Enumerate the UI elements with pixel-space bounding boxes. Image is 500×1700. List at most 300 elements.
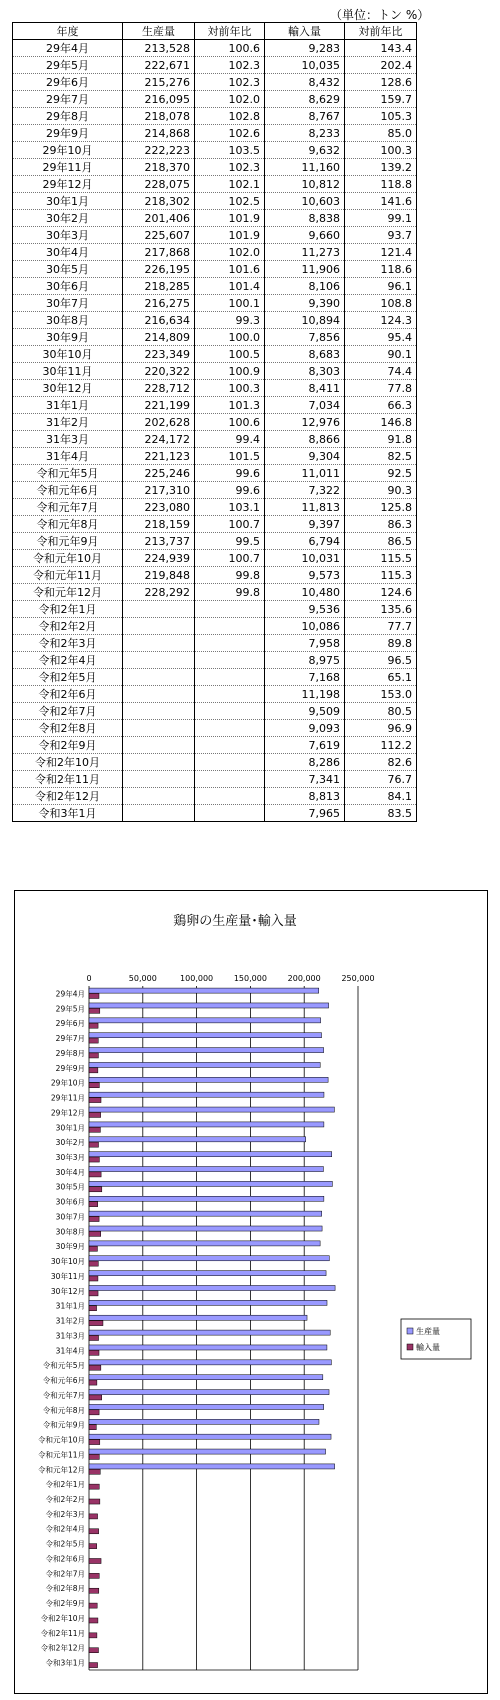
cell-production-yoy: 102.6 — [195, 125, 265, 142]
bar-import — [89, 1469, 100, 1474]
cell-production — [123, 601, 195, 618]
cell-import: 11,906 — [265, 261, 345, 278]
bar-import — [89, 1499, 100, 1504]
category-label: 令和2年2月 — [45, 1495, 85, 1504]
cell-import: 9,573 — [265, 567, 345, 584]
bar-import — [89, 1127, 100, 1132]
cell-period: 令和2年7月 — [13, 703, 123, 720]
header-production: 生産量 — [123, 23, 195, 40]
cell-period: 30年4月 — [13, 244, 123, 261]
bar-import — [89, 1365, 101, 1370]
table-row — [13, 669, 417, 686]
category-label: 30年8月 — [55, 1227, 85, 1237]
table-body — [13, 40, 417, 822]
table-row — [13, 363, 417, 380]
bar-production — [89, 1300, 327, 1305]
cell-import: 8,286 — [265, 754, 345, 771]
cell-production: 216,634 — [123, 312, 195, 329]
category-label: 31年1月 — [55, 1301, 85, 1311]
cell-import: 11,011 — [265, 465, 345, 482]
bar-import — [89, 1454, 99, 1459]
cell-import-yoy: 74.4 — [345, 363, 417, 380]
cell-import: 8,813 — [265, 788, 345, 805]
cell-import-yoy: 85.0 — [345, 125, 417, 142]
cell-import-yoy: 115.3 — [345, 567, 417, 584]
cell-import-yoy: 115.5 — [345, 550, 417, 567]
table-row — [13, 108, 417, 125]
bar-production — [89, 1419, 319, 1424]
cell-import: 7,856 — [265, 329, 345, 346]
cell-production: 214,868 — [123, 125, 195, 142]
bar-import — [89, 1172, 101, 1177]
cell-period: 令和元年9月 — [13, 533, 123, 550]
bar-import — [89, 1202, 98, 1207]
cell-import: 10,031 — [265, 550, 345, 567]
cell-import-yoy: 105.3 — [345, 108, 417, 125]
bar-production — [89, 1464, 335, 1469]
bar-import — [89, 1395, 102, 1400]
cell-import: 8,411 — [265, 380, 345, 397]
bar-production — [89, 1330, 330, 1335]
cell-production — [123, 788, 195, 805]
bar-production — [89, 1449, 326, 1454]
table-row — [13, 601, 417, 618]
category-label: 令和元年10月 — [37, 1435, 85, 1445]
cell-production-yoy: 99.6 — [195, 465, 265, 482]
cell-production-yoy — [195, 669, 265, 686]
bar-import — [89, 1216, 99, 1221]
table-row — [13, 295, 417, 312]
cell-import-yoy: 121.4 — [345, 244, 417, 261]
cell-import-yoy: 96.5 — [345, 652, 417, 669]
cell-production: 224,172 — [123, 431, 195, 448]
cell-period: 令和2年12月 — [13, 788, 123, 805]
cell-import: 10,894 — [265, 312, 345, 329]
bar-import — [89, 1410, 99, 1415]
category-label: 令和2年10月 — [40, 1613, 85, 1623]
bar-production — [89, 1077, 328, 1082]
table-row — [13, 584, 417, 601]
table-row — [13, 448, 417, 465]
cell-import-yoy: 124.6 — [345, 584, 417, 601]
bar-production — [89, 1256, 329, 1261]
cell-production-yoy: 102.1 — [195, 176, 265, 193]
cell-production: 221,123 — [123, 448, 195, 465]
cell-import-yoy: 124.3 — [345, 312, 417, 329]
table-row — [13, 278, 417, 295]
cell-import: 10,480 — [265, 584, 345, 601]
cell-import-yoy: 65.1 — [345, 669, 417, 686]
table-row — [13, 397, 417, 414]
cell-period: 29年5月 — [13, 57, 123, 74]
bar-import — [89, 1573, 99, 1578]
cell-period: 30年9月 — [13, 329, 123, 346]
bar-import — [89, 1425, 96, 1430]
bar-import — [89, 1514, 98, 1519]
cell-production-yoy — [195, 652, 265, 669]
cell-production: 223,349 — [123, 346, 195, 363]
cell-production-yoy: 102.3 — [195, 159, 265, 176]
cell-period: 30年1月 — [13, 193, 123, 210]
table-row — [13, 125, 417, 142]
cell-production-yoy: 101.5 — [195, 448, 265, 465]
category-label: 30年6月 — [55, 1197, 85, 1207]
table-row — [13, 346, 417, 363]
x-tick-label: 250,000 — [341, 974, 375, 983]
cell-production: 218,159 — [123, 516, 195, 533]
cell-production-yoy: 100.0 — [195, 329, 265, 346]
cell-production-yoy: 100.6 — [195, 40, 265, 57]
bar-production — [89, 1107, 334, 1112]
cell-import: 7,322 — [265, 482, 345, 499]
bar-production — [89, 1033, 322, 1038]
bar-production — [89, 1018, 321, 1023]
category-label: 29年12月 — [50, 1108, 85, 1118]
cell-period: 令和2年6月 — [13, 686, 123, 703]
cell-production: 202,628 — [123, 414, 195, 431]
cell-import: 7,341 — [265, 771, 345, 788]
cell-import-yoy: 76.7 — [345, 771, 417, 788]
table-row — [13, 516, 417, 533]
cell-import-yoy: 96.9 — [345, 720, 417, 737]
cell-production-yoy: 99.4 — [195, 431, 265, 448]
chart-frame — [14, 890, 488, 1694]
bar-import — [89, 1142, 99, 1147]
cell-period: 令和2年5月 — [13, 669, 123, 686]
cell-period: 令和元年8月 — [13, 516, 123, 533]
table-row — [13, 40, 417, 57]
category-label: 令和元年6月 — [42, 1376, 85, 1386]
bar-production — [89, 1152, 332, 1157]
cell-import-yoy: 66.3 — [345, 397, 417, 414]
cell-production: 224,939 — [123, 550, 195, 567]
table-row — [13, 210, 417, 227]
cell-production-yoy — [195, 618, 265, 635]
cell-period: 30年3月 — [13, 227, 123, 244]
category-label: 令和元年7月 — [42, 1390, 85, 1400]
cell-production: 213,737 — [123, 533, 195, 550]
table-header-row — [13, 23, 417, 40]
cell-import-yoy: 90.3 — [345, 482, 417, 499]
table-row — [13, 431, 417, 448]
bar-import — [89, 1633, 97, 1638]
cell-period: 31年2月 — [13, 414, 123, 431]
cell-import: 8,767 — [265, 108, 345, 125]
category-labels — [38, 988, 85, 1667]
cell-import: 7,168 — [265, 669, 345, 686]
cell-period: 令和元年7月 — [13, 499, 123, 516]
cell-production — [123, 771, 195, 788]
cell-import: 11,273 — [265, 244, 345, 261]
bar-import — [89, 1544, 97, 1549]
cell-import-yoy: 89.8 — [345, 635, 417, 652]
bar-import — [89, 1484, 99, 1489]
bar-import — [89, 1588, 99, 1593]
table-row — [13, 499, 417, 516]
cell-import-yoy: 202.4 — [345, 57, 417, 74]
cell-import: 9,632 — [265, 142, 345, 159]
cell-production-yoy: 100.1 — [195, 295, 265, 312]
bar-production — [89, 1092, 324, 1097]
cell-production-yoy: 101.3 — [195, 397, 265, 414]
table-row — [13, 159, 417, 176]
cell-production: 220,322 — [123, 363, 195, 380]
cell-import-yoy: 96.1 — [345, 278, 417, 295]
bar-production — [89, 1122, 324, 1127]
bar-import — [89, 1231, 101, 1236]
bar-production — [89, 1315, 307, 1320]
category-label: 30年10月 — [50, 1257, 85, 1267]
cell-import: 11,813 — [265, 499, 345, 516]
bar-production — [89, 1285, 335, 1290]
cell-production: 218,302 — [123, 193, 195, 210]
cell-period: 31年3月 — [13, 431, 123, 448]
cell-import: 8,106 — [265, 278, 345, 295]
cell-import-yoy: 112.2 — [345, 737, 417, 754]
cell-production-yoy: 101.6 — [195, 261, 265, 278]
cell-production-yoy: 102.8 — [195, 108, 265, 125]
bar-production — [89, 1003, 329, 1008]
header-import: 輸入量 — [265, 23, 345, 40]
cell-import: 9,283 — [265, 40, 345, 57]
bar-import — [89, 1187, 102, 1192]
bar-import — [89, 1053, 98, 1058]
cell-production-yoy — [195, 788, 265, 805]
cell-import-yoy: 100.3 — [345, 142, 417, 159]
cell-import-yoy: 118.8 — [345, 176, 417, 193]
table-row — [13, 142, 417, 159]
cell-period: 29年12月 — [13, 176, 123, 193]
bar-import — [89, 993, 99, 998]
cell-period: 令和2年10月 — [13, 754, 123, 771]
category-label: 30年2月 — [55, 1138, 85, 1148]
legend — [401, 1319, 471, 1359]
table-row — [13, 57, 417, 74]
cell-import: 8,975 — [265, 652, 345, 669]
bar-production — [89, 1375, 323, 1380]
category-label: 令和元年8月 — [42, 1405, 85, 1415]
category-label: 30年11月 — [50, 1271, 85, 1281]
cell-production-yoy: 100.6 — [195, 414, 265, 431]
cell-period: 29年4月 — [13, 40, 123, 57]
x-tick-label: 0 — [86, 974, 92, 983]
table-row — [13, 618, 417, 635]
cell-period: 令和2年4月 — [13, 652, 123, 669]
bar-import — [89, 1098, 101, 1103]
cell-import: 10,603 — [265, 193, 345, 210]
cell-import-yoy: 86.3 — [345, 516, 417, 533]
cell-production — [123, 754, 195, 771]
category-label: 29年11月 — [50, 1093, 85, 1103]
cell-import-yoy: 77.7 — [345, 618, 417, 635]
category-label: 令和2年4月 — [45, 1524, 85, 1534]
cell-production-yoy: 103.1 — [195, 499, 265, 516]
cell-period: 令和元年6月 — [13, 482, 123, 499]
category-label: 令和2年5月 — [45, 1539, 85, 1549]
table-row — [13, 312, 417, 329]
category-label: 令和2年12月 — [40, 1643, 85, 1653]
table-row — [13, 635, 417, 652]
cell-import-yoy: 82.5 — [345, 448, 417, 465]
cell-import: 7,034 — [265, 397, 345, 414]
table-row — [13, 329, 417, 346]
bar-import — [89, 1038, 98, 1043]
cell-import: 9,509 — [265, 703, 345, 720]
bar-production — [89, 988, 319, 993]
cell-period: 令和2年2月 — [13, 618, 123, 635]
cell-production: 219,848 — [123, 567, 195, 584]
cell-production: 225,246 — [123, 465, 195, 482]
bar-production — [89, 1226, 322, 1231]
table-row — [13, 74, 417, 91]
cell-production-yoy: 102.0 — [195, 91, 265, 108]
cell-import: 8,432 — [265, 74, 345, 91]
bar-import — [89, 1291, 98, 1296]
cell-import-yoy: 90.1 — [345, 346, 417, 363]
cell-import: 8,303 — [265, 363, 345, 380]
category-label: 令和2年9月 — [45, 1599, 85, 1609]
category-label: 29年9月 — [55, 1063, 85, 1073]
cell-import-yoy: 93.7 — [345, 227, 417, 244]
cell-production-yoy: 100.9 — [195, 363, 265, 380]
category-label: 令和2年11月 — [40, 1628, 85, 1638]
cell-period: 30年6月 — [13, 278, 123, 295]
bar-production — [89, 1167, 323, 1172]
bar-import — [89, 1558, 101, 1563]
cell-import: 9,304 — [265, 448, 345, 465]
cell-production-yoy: 102.3 — [195, 74, 265, 91]
cell-production-yoy: 102.3 — [195, 57, 265, 74]
cell-production: 217,310 — [123, 482, 195, 499]
cell-import-yoy: 92.5 — [345, 465, 417, 482]
cell-period: 29年9月 — [13, 125, 123, 142]
bar-production — [89, 1137, 306, 1142]
cell-period: 30年5月 — [13, 261, 123, 278]
cell-import-yoy: 153.0 — [345, 686, 417, 703]
header-import-yoy: 対前年比 — [345, 23, 417, 40]
bar-import — [89, 1440, 100, 1445]
cell-production — [123, 669, 195, 686]
cell-import: 6,794 — [265, 533, 345, 550]
table-row — [13, 788, 417, 805]
category-label: 30年9月 — [55, 1242, 85, 1252]
cell-import: 7,965 — [265, 805, 345, 822]
cell-production-yoy — [195, 720, 265, 737]
cell-production — [123, 805, 195, 822]
table-row — [13, 550, 417, 567]
cell-import-yoy: 77.8 — [345, 380, 417, 397]
bar-import — [89, 1276, 98, 1281]
cell-period: 30年11月 — [13, 363, 123, 380]
cell-import: 8,838 — [265, 210, 345, 227]
table-row — [13, 720, 417, 737]
cell-period: 31年4月 — [13, 448, 123, 465]
cell-import: 9,536 — [265, 601, 345, 618]
cell-production — [123, 703, 195, 720]
x-tick-label: 50,000 — [128, 974, 157, 983]
cell-production-yoy: 102.0 — [195, 244, 265, 261]
unit-label: （単位：トン %） — [330, 8, 430, 22]
category-label: 30年1月 — [55, 1123, 85, 1133]
legend-box — [401, 1319, 471, 1359]
bar-import — [89, 1157, 99, 1162]
category-label: 29年5月 — [55, 1004, 85, 1014]
cell-period: 令和2年9月 — [13, 737, 123, 754]
cell-production-yoy: 101.4 — [195, 278, 265, 295]
cell-production: 214,809 — [123, 329, 195, 346]
cell-period: 令和3年1月 — [13, 805, 123, 822]
table-row — [13, 805, 417, 822]
cell-import-yoy: 139.2 — [345, 159, 417, 176]
category-label: 令和2年8月 — [45, 1584, 85, 1594]
cell-import: 8,233 — [265, 125, 345, 142]
header-production-yoy: 対前年比 — [195, 23, 265, 40]
cell-import-yoy: 135.6 — [345, 601, 417, 618]
table-row — [13, 771, 417, 788]
cell-production: 216,095 — [123, 91, 195, 108]
cell-production: 222,223 — [123, 142, 195, 159]
cell-production: 228,075 — [123, 176, 195, 193]
category-label: 令和元年11月 — [37, 1450, 85, 1460]
cell-import: 10,812 — [265, 176, 345, 193]
cell-import-yoy: 108.8 — [345, 295, 417, 312]
table-row — [13, 703, 417, 720]
cell-production-yoy — [195, 805, 265, 822]
bar-production — [89, 1211, 322, 1216]
category-label: 30年5月 — [55, 1182, 85, 1192]
cell-production: 216,275 — [123, 295, 195, 312]
cell-production-yoy — [195, 635, 265, 652]
category-label: 令和2年6月 — [45, 1554, 85, 1564]
category-label: 29年10月 — [50, 1078, 85, 1088]
cell-import: 10,086 — [265, 618, 345, 635]
cell-production — [123, 686, 195, 703]
cell-period: 令和2年8月 — [13, 720, 123, 737]
table-row — [13, 176, 417, 193]
cell-period: 令和元年11月 — [13, 567, 123, 584]
cell-import-yoy: 99.1 — [345, 210, 417, 227]
category-label: 令和元年9月 — [42, 1420, 85, 1430]
cell-import-yoy: 118.6 — [345, 261, 417, 278]
cell-import-yoy: 95.4 — [345, 329, 417, 346]
legend-label: 輸入量 — [416, 1343, 440, 1352]
cell-production: 228,292 — [123, 584, 195, 601]
cell-import-yoy: 125.8 — [345, 499, 417, 516]
cell-period: 30年10月 — [13, 346, 123, 363]
cell-production — [123, 635, 195, 652]
table-row — [13, 227, 417, 244]
bar-production — [89, 1360, 331, 1365]
cell-production-yoy — [195, 771, 265, 788]
category-label: 29年8月 — [55, 1048, 85, 1058]
bar-import — [89, 1112, 101, 1117]
cell-production-yoy: 99.8 — [195, 567, 265, 584]
cell-production — [123, 652, 195, 669]
x-axis-ticks — [86, 974, 374, 983]
cell-production: 218,285 — [123, 278, 195, 295]
legend-label: 生産量 — [416, 1327, 440, 1336]
cell-import-yoy: 82.6 — [345, 754, 417, 771]
bar-import — [89, 1083, 99, 1088]
cell-production-yoy: 99.8 — [195, 584, 265, 601]
category-label: 30年12月 — [50, 1286, 85, 1296]
bar-import — [89, 1529, 99, 1534]
bar-production — [89, 1271, 326, 1276]
cell-import: 10,035 — [265, 57, 345, 74]
bar-import — [89, 1380, 97, 1385]
cell-production-yoy — [195, 686, 265, 703]
cell-production-yoy: 99.5 — [195, 533, 265, 550]
